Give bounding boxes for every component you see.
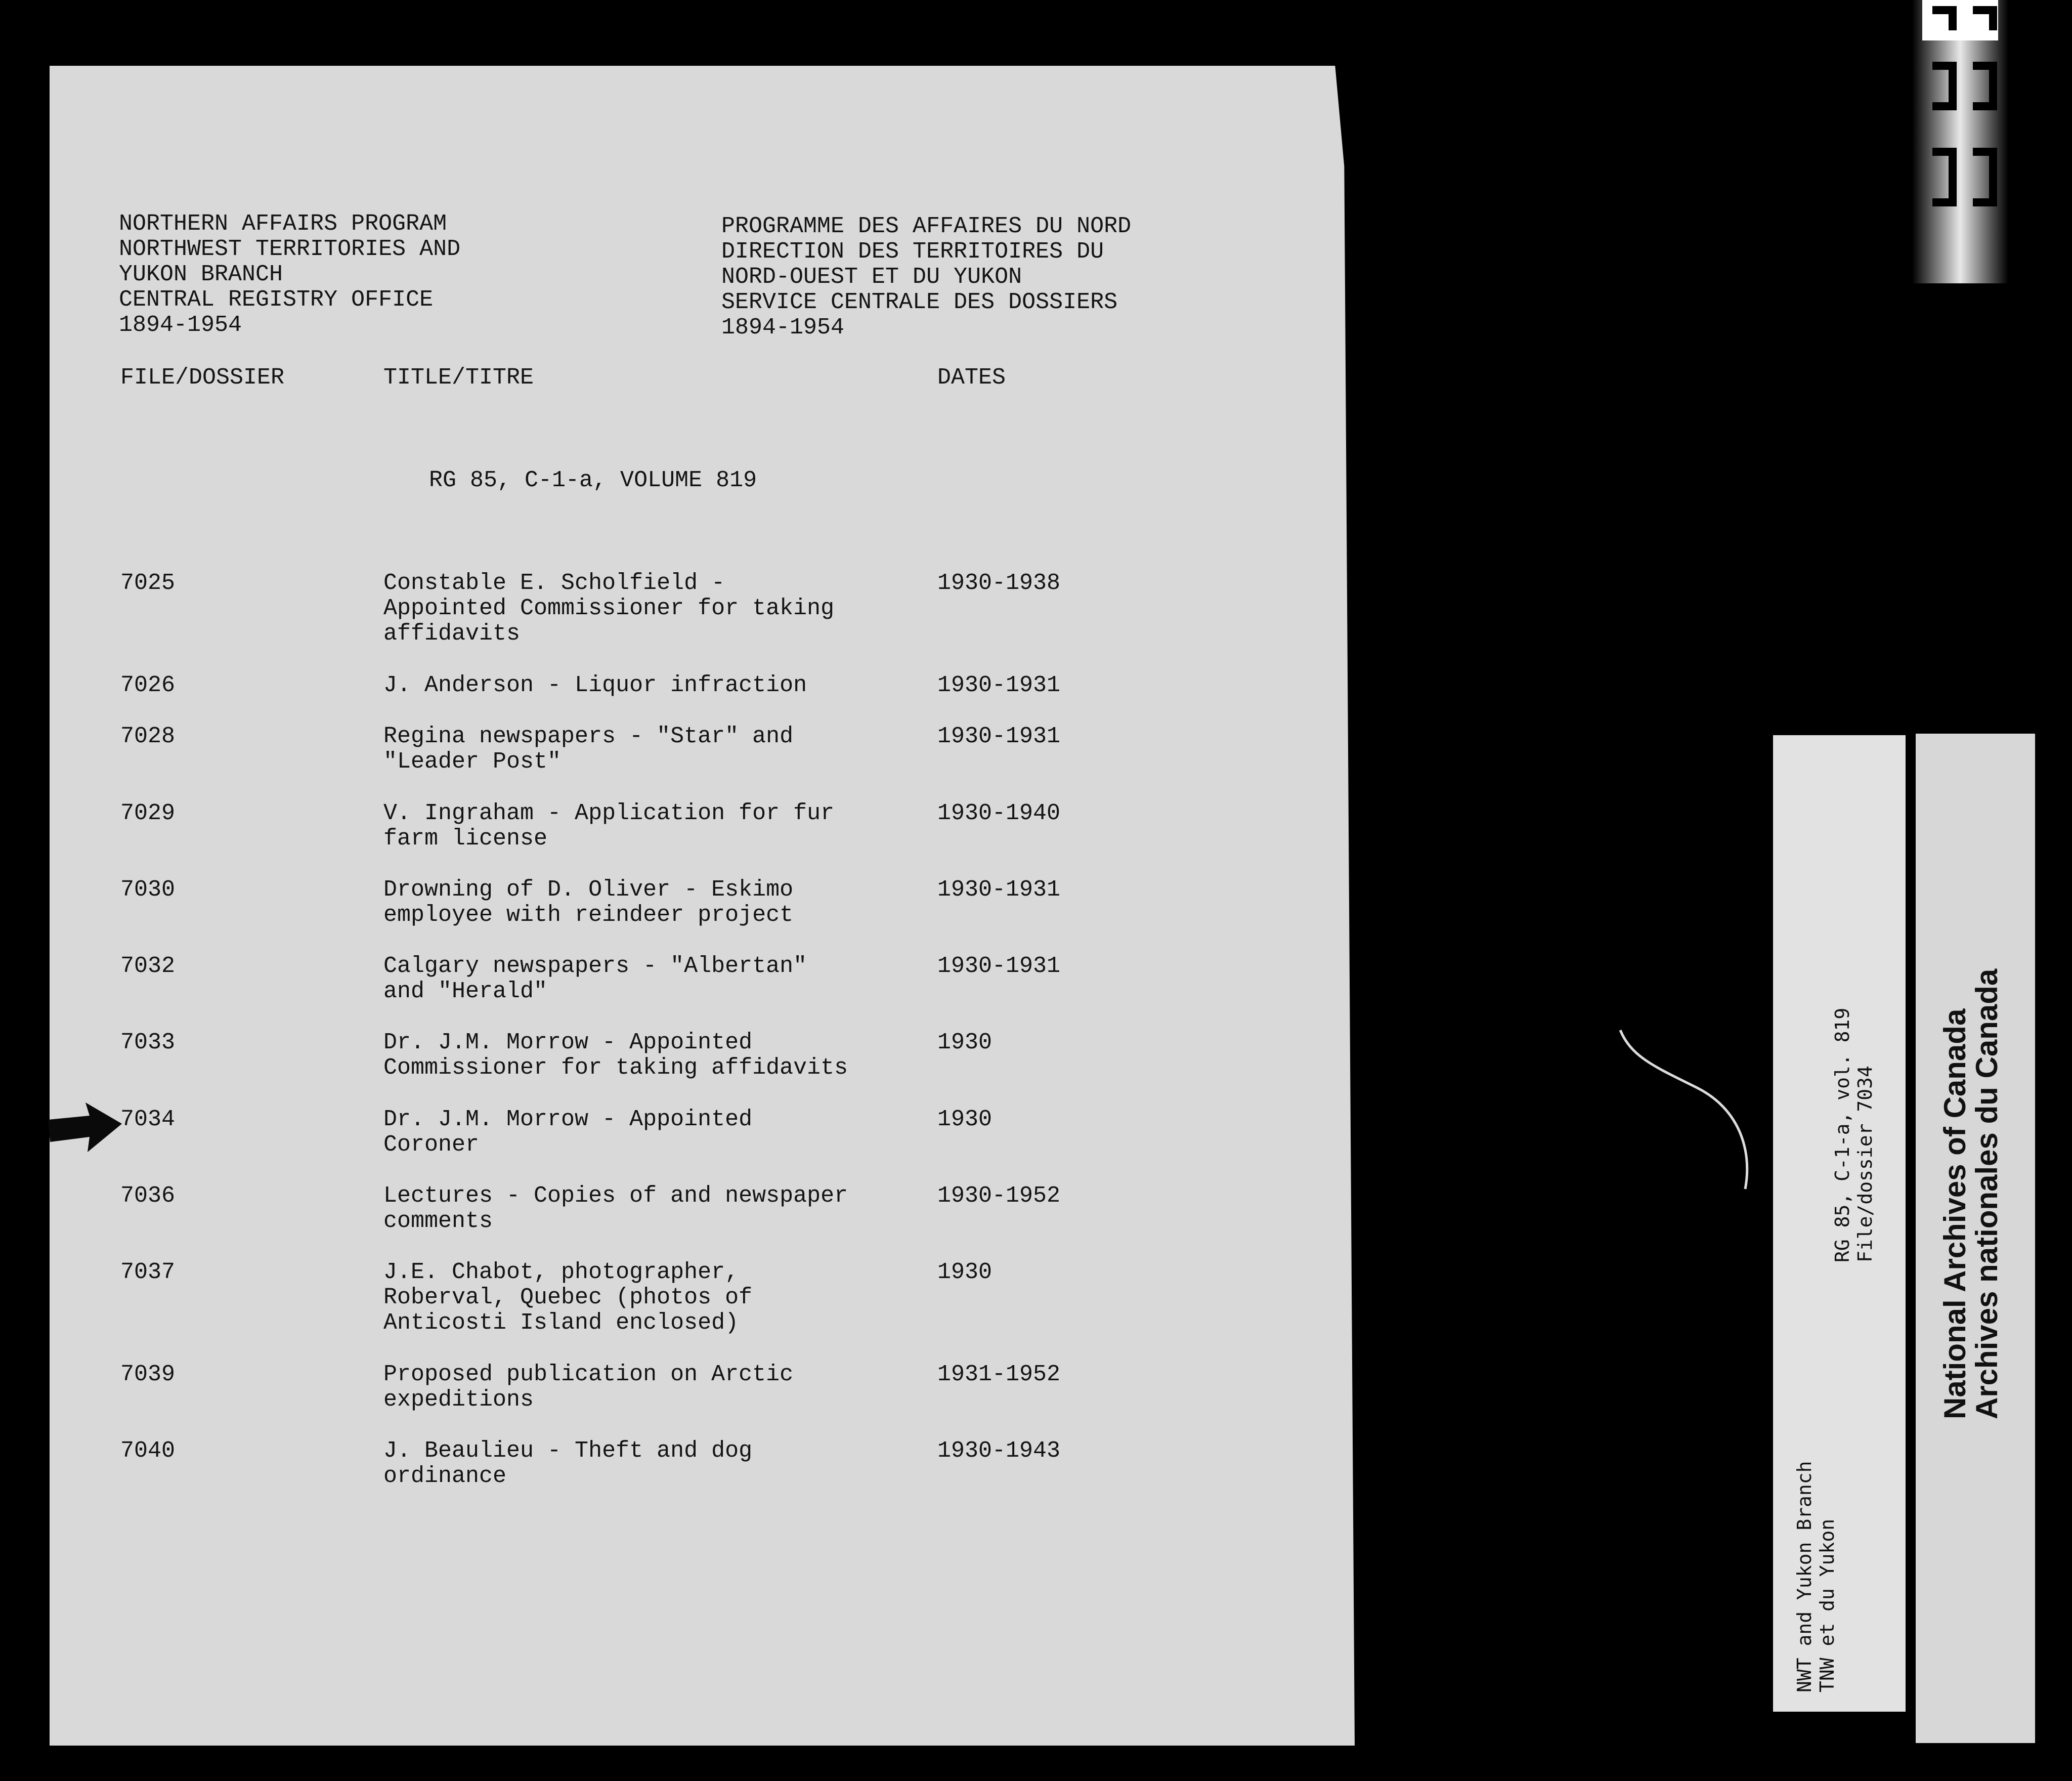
column-header-dates: DATES: [937, 365, 1006, 391]
label-archives-line: National Archives of Canada: [1938, 1008, 1972, 1419]
header-french: [721, 214, 1131, 341]
label-archives-line: Archives nationales du Canada: [1970, 968, 2004, 1419]
file-title: Drowning of D. Oliver - Eskimo employee with reindeer project: [383, 877, 794, 928]
file-title: J. Beaulieu - Theft and dog ordinance: [383, 1438, 753, 1489]
file-title: Dr. J.M. Morrow - Appointed Coroner: [383, 1107, 753, 1158]
file-dates: 1930-1931: [937, 672, 1061, 698]
file-number: 7028: [120, 724, 176, 749]
file-title: Dr. J.M. Morrow - Appointed Commissioner for taking affidavits: [383, 1030, 848, 1081]
header-line: CENTRAL REGISTRY OFFICE: [119, 287, 434, 313]
header-line: 1894-1954: [119, 312, 242, 338]
file-dates: 1930-1952: [937, 1183, 1061, 1209]
label-branch-line: TNW et du Yukon: [1816, 1518, 1838, 1692]
arrow-right-icon: [48, 1100, 124, 1156]
file-number: 7026: [120, 672, 176, 698]
header-line: NORTHERN AFFAIRS PROGRAM: [119, 211, 447, 237]
file-number: 7040: [120, 1438, 176, 1464]
file-number: 7032: [120, 953, 176, 979]
header-line: PROGRAMME DES AFFAIRES DU NORD: [721, 214, 1132, 239]
volume-heading: RG 85, C-1-a, VOLUME 819: [429, 468, 757, 493]
column-header-file: FILE/DOSSIER: [120, 365, 285, 391]
label-reference-line: RG 85, C-1-a, vol. 819: [1831, 1007, 1853, 1262]
file-title: J.E. Chabot, photographer, Roberval, Quebec (photos of Anticosti Island enclosed): [383, 1259, 753, 1336]
file-dates: 1930: [937, 1030, 992, 1055]
file-title: Calgary newspapers - "Albertan" and "Herald": [383, 953, 807, 1004]
header-english: [119, 211, 460, 338]
header-line: NORD-OUEST ET DU YUKON: [721, 264, 1022, 290]
file-dates: 1930-1940: [937, 800, 1061, 826]
file-number: 7033: [120, 1030, 176, 1055]
header-line: 1894-1954: [721, 315, 845, 341]
header-line: YUKON BRANCH: [119, 262, 283, 287]
file-dates: 1930-1931: [937, 724, 1061, 749]
file-title: V. Ingraham - Application for fur farm license: [383, 800, 835, 852]
file-number: 7039: [120, 1362, 176, 1387]
file-title: Proposed publication on Arctic expeditions: [383, 1362, 794, 1413]
film-edge-marks: [1912, 0, 2008, 283]
file-title: Lectures - Copies of and newspaper comments: [383, 1183, 848, 1234]
scan-fiber-mark: [1616, 1027, 1758, 1199]
file-dates: 1930-1931: [937, 877, 1061, 903]
column-header-title: TITLE/TITRE: [383, 365, 534, 391]
header-line: SERVICE CENTRALE DES DOSSIERS: [721, 289, 1118, 315]
file-number: 7036: [120, 1183, 176, 1209]
file-number: 7030: [120, 877, 176, 903]
file-title: J. Anderson - Liquor infraction: [383, 672, 807, 698]
file-dates: 1930: [937, 1259, 992, 1285]
file-dates: 1930-1931: [937, 953, 1061, 979]
file-dates: 1930-1938: [937, 570, 1061, 596]
header-line: DIRECTION DES TERRITOIRES DU: [721, 239, 1104, 265]
file-number: 7034: [120, 1107, 176, 1132]
file-title: Regina newspapers - "Star" and "Leader Post": [383, 724, 794, 775]
file-dates: 1931-1952: [937, 1362, 1061, 1387]
file-dates: 1930: [937, 1107, 992, 1132]
label-reference-line: File/dossier 7034: [1854, 1066, 1876, 1262]
file-number: 7037: [120, 1259, 176, 1285]
label-branch-line: NWT and Yukon Branch: [1793, 1461, 1816, 1692]
file-number: 7025: [120, 570, 176, 596]
file-dates: 1930-1943: [937, 1438, 1061, 1464]
file-title: Constable E. Scholfield - Appointed Commissioner for taking affidavits: [383, 570, 835, 647]
header-line: NORTHWEST TERRITORIES AND: [119, 236, 461, 262]
file-number: 7029: [120, 800, 176, 826]
